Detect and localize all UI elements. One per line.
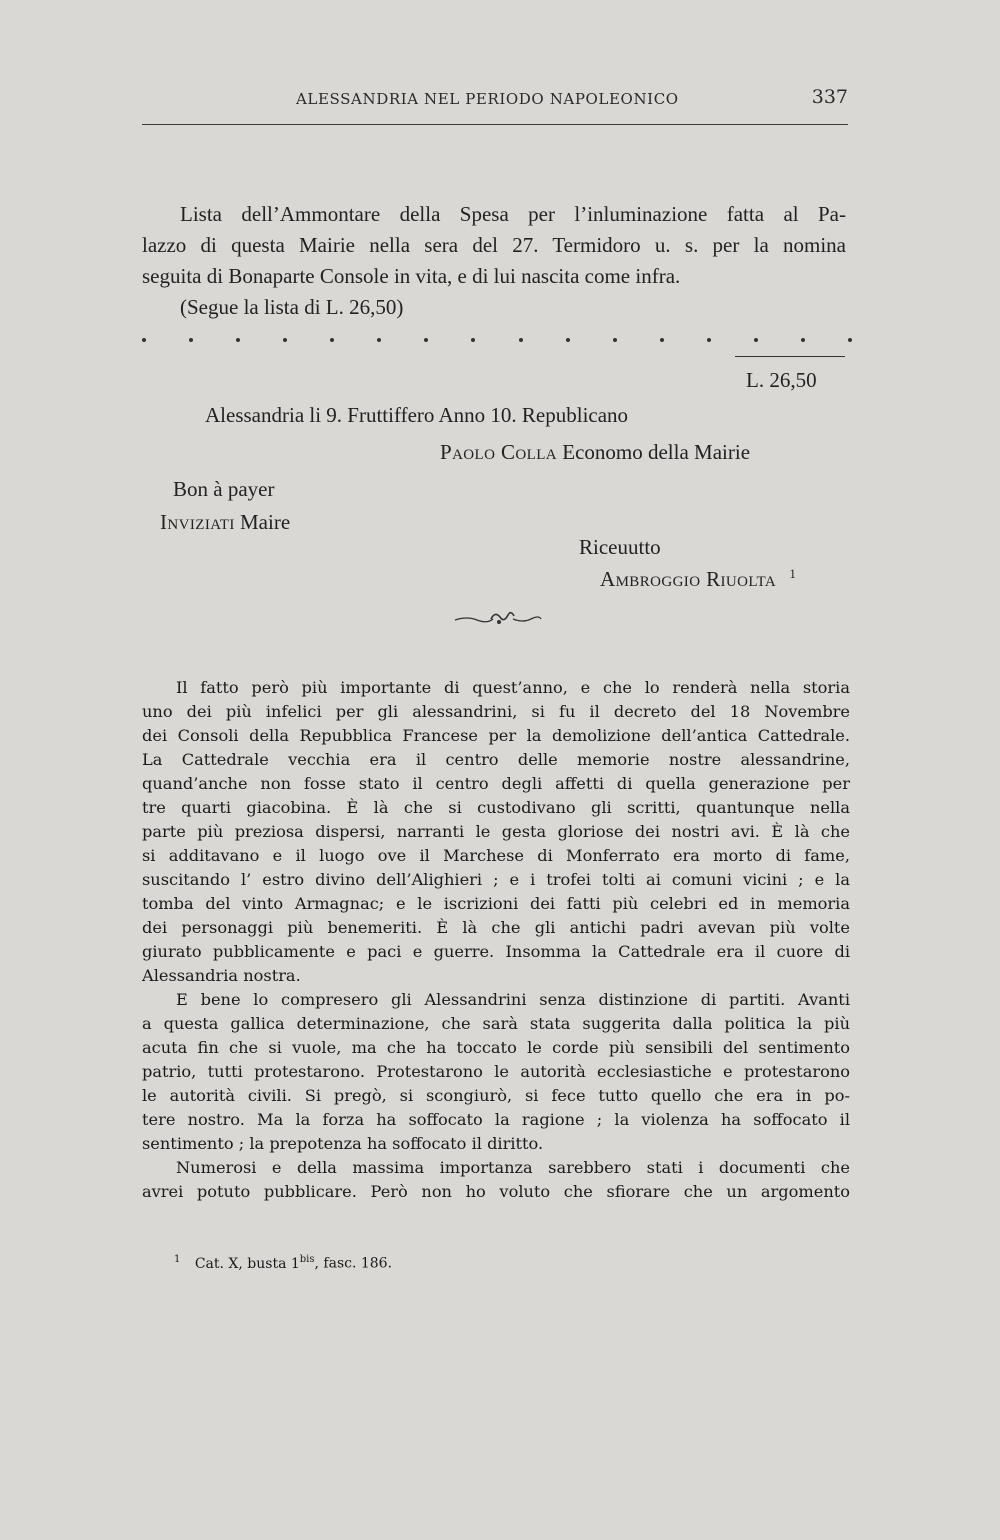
signature-receiver — [600, 566, 796, 592]
signer-name: Paolo Colla — [440, 440, 557, 464]
header-rule — [142, 124, 848, 125]
section-ornament — [453, 607, 543, 629]
body-line: tomba del vinto Armagnac; e le iscrizioni dei fatti più celebri ed in memoria — [142, 894, 850, 913]
show-through-text — [140, 150, 860, 174]
dateline: Alessandria li 9. Fruttiffero Anno 10. Republicano — [205, 403, 629, 427]
maire-title: Maire — [240, 510, 291, 534]
dot-leader — [142, 338, 852, 346]
footnote-text-before: Cat. X, busta 1 — [194, 1255, 300, 1272]
body-line: quand’anche non fosse stato il centro degli affetti di quella generazione per — [142, 774, 850, 793]
received-note: Riceuutto — [579, 535, 661, 559]
body-line: a questa gallica determinazione, che sarà stata suggerita dalla politica la più — [142, 1014, 850, 1033]
body-line: patrio, tutti protestarono. Protestarono le autorità ecclesiastiche e protestarono — [142, 1062, 850, 1081]
body-line: le autorità civili. Si pregò, si scongiurò, si fece tutto quello che era in po- — [142, 1086, 850, 1105]
body-line: dei Consoli della Repubblica Francese per la demolizione dell’antica Cattedrale. — [142, 726, 850, 745]
total-amount: L. 26,50 — [746, 368, 817, 392]
sum-rule — [735, 356, 845, 357]
body-line: avrei potuto pubblicare. Però non ho voluto che sfiorare che un argomento — [142, 1182, 850, 1201]
signature-maire — [160, 510, 290, 535]
body-line: tere nostro. Ma la forza ha soffocato la ragione ; la violenza ha soffocato il — [142, 1110, 850, 1129]
body-line: tre quarti giacobina. È là che si custodivano gli scritti, quantunque nella — [142, 798, 850, 817]
body-line: E bene lo compresero gli Alessandrini senza distinzione di partiti. Avanti — [176, 990, 850, 1009]
signer-title: Economo della Mairie — [562, 440, 751, 464]
running-title: ALESSANDRIA NEL PERIODO NAPOLEONICO — [296, 90, 679, 108]
maire-name: Inviziati — [160, 510, 235, 534]
body-line: Numerosi e della massima importanza sarebbero stati i documenti che — [176, 1158, 850, 1177]
body-line: si additavano e il luogo ove il Marchese di Monferrato era morto di fame, — [142, 846, 850, 865]
body-line: Alessandria nostra. — [142, 966, 301, 985]
body-line: acuta fin che si vuole, ma che ha toccato le corde più sensibili del sentimento — [142, 1038, 850, 1057]
document-line: Lista dell’Ammontare della Spesa per l’inluminazione fatta al Pa- — [180, 202, 846, 226]
receiver-name: Ambroggio Riuolta — [600, 567, 777, 591]
body-line: La Cattedrale vecchia era il centro delle memorie nostre alessandrine, — [142, 750, 850, 769]
page-number: 337 — [811, 86, 848, 108]
body-line: sentimento ; la prepotenza ha soffocato il diritto. — [142, 1134, 544, 1153]
list-reference: (Segue la lista di L. 26,50) — [180, 295, 404, 319]
footnote-marker: 1 — [174, 1254, 181, 1265]
body-line: Il fatto però più importante di quest’anno, e che lo renderà nella storia — [176, 678, 850, 697]
body-line: giurato pubblicamente e paci e guerre. Insomma la Cattedrale era il cuore di — [142, 942, 850, 961]
footnote-text-after: , fasc. 186. — [314, 1255, 393, 1272]
signature-economo — [440, 440, 750, 465]
footnote-ref: 1 — [789, 566, 796, 581]
body-line: suscitando l’ estro divino dell’Alighieri ; e i trofei tolti ai comuni vicini ; e la — [142, 870, 850, 889]
body-line: parte più preziosa dispersi, narranti le gesta gloriose dei nostri avi. È là che — [142, 822, 850, 841]
document-line: lazzo di questa Mairie nella sera del 27. Termidoro u. s. per la nomina — [142, 233, 846, 257]
footnote — [174, 1254, 392, 1272]
body-line: uno dei più infelici per gli alessandrini, si fu il decreto del 18 Novembre — [142, 702, 850, 721]
footnote-superscript: bis — [299, 1254, 315, 1265]
page-header — [140, 86, 848, 116]
body-line: dei personaggi più benemeriti. È là che gli antichi padri avevan più volte — [142, 918, 850, 937]
document-line: seguita di Bonaparte Console in vita, e di lui nascita come infra. — [142, 264, 681, 288]
bon-a-payer: Bon à payer — [173, 477, 275, 501]
